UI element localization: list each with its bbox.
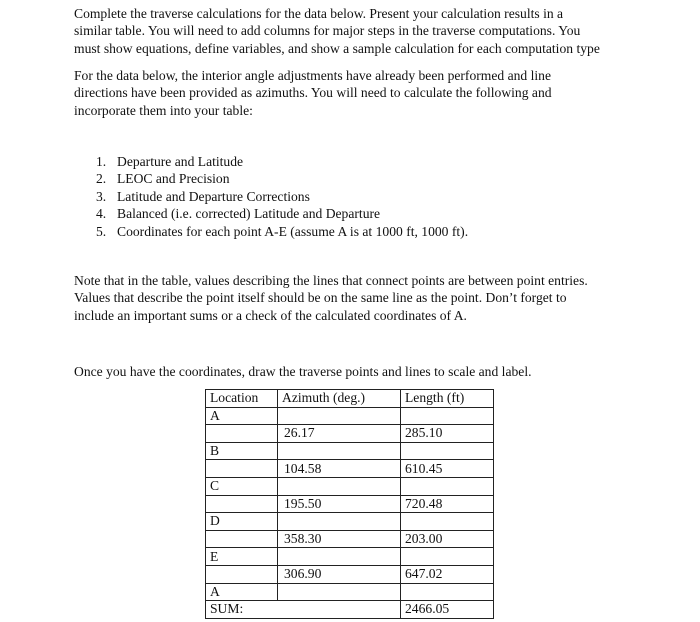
note-line: include an important sums or a check of the calculated coordinates of A. — [74, 307, 467, 323]
cell-location: A — [206, 407, 278, 425]
cell-location — [206, 530, 278, 548]
intro-paragraph — [74, 5, 674, 57]
task-number: 2. — [96, 171, 107, 187]
table-row — [206, 477, 494, 495]
intro-line: Complete the traverse calculations for the data below. Present your calculation results in a — [74, 6, 564, 21]
task-number: 1. — [96, 154, 107, 169]
table-row — [206, 513, 494, 531]
instructions-line: incorporate them into your table: — [74, 102, 253, 118]
cell-location: A — [206, 583, 278, 601]
table-row — [206, 565, 494, 583]
task-list — [96, 153, 468, 240]
cell-azimuth: 306.90 — [278, 565, 401, 583]
task-number: 3. — [96, 188, 107, 204]
cell-azimuth: 104.58 — [278, 460, 401, 478]
cell-azimuth — [278, 477, 401, 495]
table-row — [206, 530, 494, 548]
table-row — [206, 425, 494, 443]
header-length: Length (ft) — [401, 390, 494, 408]
drawing-instruction-line: Once you have the coordinates, draw the traverse points and lines to scale and label. — [74, 364, 532, 379]
task-text: Departure and Latitude — [117, 154, 244, 169]
table-row — [206, 442, 494, 460]
task-text: LEOC and Precision — [117, 171, 230, 187]
table-row — [206, 495, 494, 513]
drawing-instruction — [74, 363, 674, 380]
instructions-paragraph — [74, 67, 674, 119]
cell-location — [206, 425, 278, 443]
note-line: Values that describe the point itself should be on the same line as the point. Don’t forget to — [74, 290, 567, 306]
cell-length: 285.10 — [401, 425, 494, 443]
task-number: 4. — [96, 206, 107, 222]
cell-location: D — [206, 513, 278, 531]
cell-location — [206, 495, 278, 513]
table-sum-row — [206, 601, 494, 619]
instructions-line: For the data below, the interior angle adjustments have already been performed and line — [74, 68, 551, 83]
cell-length: 720.48 — [401, 495, 494, 513]
cell-length — [401, 548, 494, 566]
intro-line: must show equations, define variables, and show a sample calculation for each computation type — [74, 40, 600, 56]
task-text: Latitude and Departure Corrections — [117, 188, 310, 204]
cell-azimuth: 195.50 — [278, 495, 401, 513]
cell-azimuth — [278, 583, 401, 601]
cell-location: B — [206, 442, 278, 460]
cell-azimuth — [278, 513, 401, 531]
cell-azimuth — [278, 442, 401, 460]
intro-line: similar table. You will need to add columns for major steps in the traverse computations. You — [74, 23, 581, 39]
note-paragraph — [74, 272, 674, 324]
cell-location: C — [206, 477, 278, 495]
cell-length: 610.45 — [401, 460, 494, 478]
cell-azimuth — [278, 407, 401, 425]
cell-length: 647.02 — [401, 565, 494, 583]
note-line: Note that in the table, values describing the lines that connect points are between point entries. — [74, 273, 588, 288]
cell-length — [401, 513, 494, 531]
table-row — [206, 583, 494, 601]
cell-length — [401, 477, 494, 495]
table-header-row — [206, 390, 494, 408]
task-item — [96, 153, 468, 170]
instructions-line: directions have been provided as azimuths. You will need to calculate the following and — [74, 85, 552, 101]
traverse-data-table — [205, 389, 494, 619]
cell-azimuth — [278, 548, 401, 566]
task-text: Coordinates for each point A-E (assume A is at 1000 ft, 1000 ft). — [117, 223, 469, 239]
cell-location — [206, 565, 278, 583]
cell-azimuth: 358.30 — [278, 530, 401, 548]
task-number: 5. — [96, 223, 107, 239]
header-azimuth: Azimuth (deg.) — [278, 390, 401, 408]
table-row — [206, 548, 494, 566]
cell-length — [401, 442, 494, 460]
table-row — [206, 407, 494, 425]
task-item — [96, 170, 468, 187]
task-item — [96, 223, 468, 240]
header-location: Location — [206, 390, 278, 408]
task-item — [96, 188, 468, 205]
cell-azimuth: 26.17 — [278, 425, 401, 443]
task-text: Balanced (i.e. corrected) Latitude and Departure — [117, 206, 381, 222]
cell-location — [206, 460, 278, 478]
sum-label: SUM: — [206, 601, 401, 619]
cell-location: E — [206, 548, 278, 566]
sum-length: 2466.05 — [401, 601, 494, 619]
cell-length — [401, 583, 494, 601]
task-item — [96, 205, 468, 222]
cell-length — [401, 407, 494, 425]
cell-length: 203.00 — [401, 530, 494, 548]
table-row — [206, 460, 494, 478]
